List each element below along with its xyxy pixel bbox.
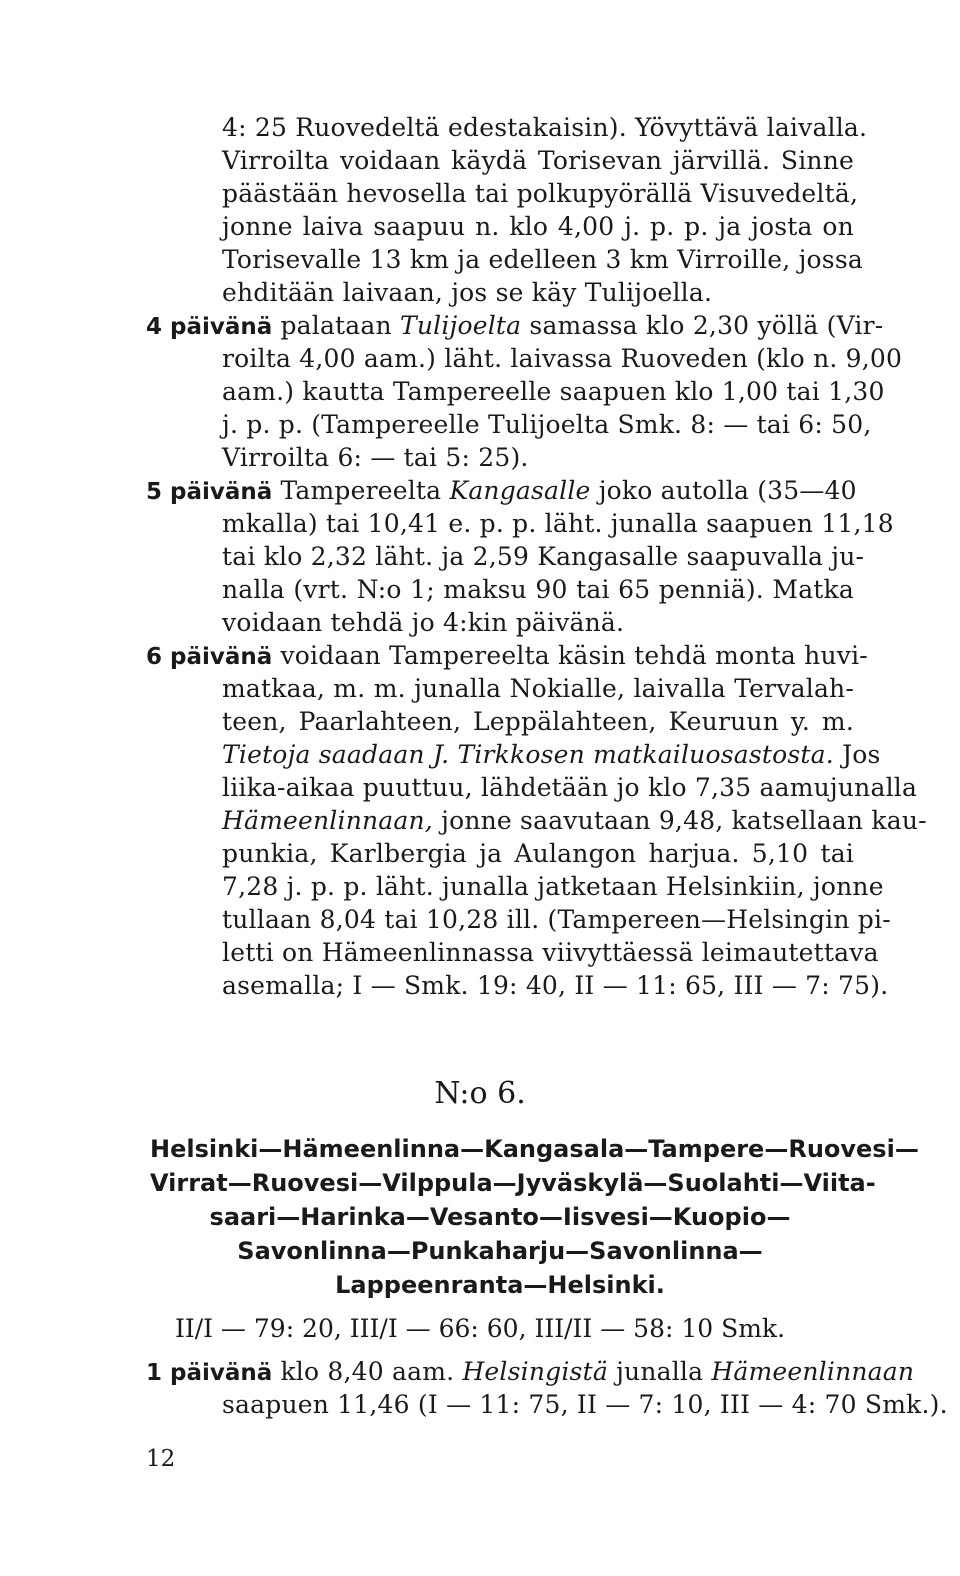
page-number: 12 <box>146 1446 176 1472</box>
text-line: tai klo 2,32 läht. ja 2,59 Kangasalle saapuvalla ju- <box>222 542 865 571</box>
text-line: tullaan 8,04 tai 10,28 ill. (Tampereen—Helsingin pi- <box>222 905 891 934</box>
day-5-lead: 5 päivänä <box>146 479 273 505</box>
text-line: roilta 4,00 aam.) läht. laivassa Ruoveden (klo n. 9,00 <box>222 344 903 373</box>
text-line: Virroilta 6: — tai 5: 25). <box>222 443 529 472</box>
text-line: jonne laiva saapuu n. klo 4,00 j. p. p. ja josta on <box>222 212 854 241</box>
text-line: aam.) kautta Tampereelle saapuen klo 1,00 tai 1,30 <box>222 377 885 406</box>
text-line: Tietoja saadaan J. Tirkkosen matkailuosastosta. Jos <box>222 740 881 769</box>
text-line: voidaan tehdä jo 4:kin päivänä. <box>222 608 625 637</box>
route-prices: II/I — 79: 20, III/I — 66: 60, III/II — 58: 10 Smk. <box>174 1314 786 1343</box>
text-line: mkalla) tai 10,41 e. p. p. läht. junalla saapuen 11,18 <box>222 509 894 538</box>
text-line: Virroilta voidaan käydä Torisevan järvillä. Sinne <box>222 146 854 175</box>
route-line: Virrat—Ruovesi—Vilppula—Jyväskylä—Suolahti—Viita- <box>150 1169 876 1197</box>
text-line: 7,28 j. p. p. läht. junalla jatketaan Helsinkiin, jonne <box>222 872 884 901</box>
text-line: asemalla; I — Smk. 19: 40, II — 11: 65, III — 7: 75). <box>222 971 889 1000</box>
text-line: teen, Paarlahteen, Leppälahteen, Keuruun y. m. <box>222 707 854 736</box>
text-line: saapuen 11,46 (I — 11: 75, II — 7: 10, III — 4: 70 Smk.). <box>222 1390 948 1419</box>
text-line: letti on Hämeenlinnassa viivyttäessä leimautettava <box>222 938 879 967</box>
day-1-lead: 1 päivänä <box>146 1360 273 1386</box>
text-line: ehditään laivaan, jos se käy Tulijoella. <box>222 278 713 307</box>
route-line: Savonlinna—Punkaharju—Savonlinna— <box>237 1237 763 1265</box>
day-5-first-line: 5 päivänä Tampereelta Kangasalle joko autolla (35—40 <box>146 476 857 505</box>
route-line: Helsinki—Hämeenlinna—Kangasala—Tampere—Ruovesi— <box>150 1135 919 1163</box>
day-6-lead: 6 päivänä <box>146 644 273 670</box>
route-number-heading: N:o 6. <box>434 1076 526 1111</box>
day-6-first-line: 6 päivänä voidaan Tampereelta käsin tehdä monta huvi- <box>146 641 868 670</box>
text-line: nalla (vrt. N:o 1; maksu 90 tai 65 penniä). Matka <box>222 575 854 604</box>
text-line: 4: 25 Ruovedeltä edestakaisin). Yövyttävä laivalla. <box>222 113 868 142</box>
text-line: päästään hevosella tai polkupyörällä Visuvedeltä, <box>222 179 859 208</box>
day-4-first-line: 4 päivänä palataan Tulijoelta samassa klo 2,30 yöllä (Vir- <box>146 311 884 340</box>
text-line: liika-aikaa puuttuu, lähdetään jo klo 7,35 aamujunalla <box>222 773 918 802</box>
text-line: j. p. p. (Tampereelle Tulijoelta Smk. 8: — tai 6: 50, <box>222 410 872 439</box>
text-line: Torisevalle 13 km ja edelleen 3 km Virroille, jossa <box>222 245 863 274</box>
text-line: matkaa, m. m. junalla Nokialle, laivalla Tervalah- <box>222 674 854 703</box>
day-1-first-line: 1 päivänä klo 8,40 aam. Helsingistä junalla Hämeenlinnaan <box>146 1357 915 1386</box>
text-line: Hämeenlinnaan, jonne saavutaan 9,48, katsellaan kau- <box>222 806 927 835</box>
route-line: Lappeenranta—Helsinki. <box>335 1271 665 1299</box>
route-line: saari—Harinka—Vesanto—Iisvesi—Kuopio— <box>209 1203 791 1231</box>
text-line: punkia, Karlbergia ja Aulangon harjua. 5,10 tai <box>222 839 854 868</box>
day-4-lead: 4 päivänä <box>146 314 273 340</box>
